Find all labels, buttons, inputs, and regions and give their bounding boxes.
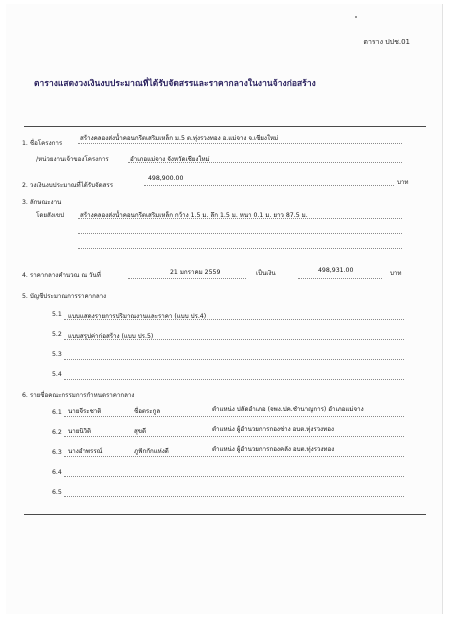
committee-row-line [64,416,404,417]
form-code: ตาราง ปปช.01 [363,38,410,46]
median-price-date: 21 มกราคม 2559 [170,269,221,276]
estimate-row-num: 5.3 [52,351,62,358]
work-summary-label: โดยสังเขป [36,212,65,219]
committee-first-name: นางอำพรรณ์ [68,448,103,455]
agency-label: /หน่วยงานเจ้าของโครงการ [36,156,109,163]
committee-row-num: 6.5 [52,489,62,496]
estimate-row-line [64,319,404,320]
table-bottom-rule [24,514,426,515]
median-price-unit: บาท [390,270,402,277]
project-name-line [78,143,402,144]
project-name-value: สร้างคลองส่งน้ำคอนกรีตเสริมเหล็ก ม.5 ต.ทุ่งรวงทอง อ.แม่จาง จ.เชียงใหม่ [80,135,279,142]
committee-last-name: สุขดี [134,428,147,435]
median-price-date-label: 4. ราคากลางคำนวณ ณ วันที่ [22,272,101,279]
committee-last-name: ชื่อตระกูล [134,408,161,415]
estimate-row-num: 5.4 [52,371,62,378]
budget-line [144,185,394,186]
estimate-row-num: 5.1 [52,311,62,318]
table-top-rule [24,126,426,127]
budget-label: 2. วงเงินงบประมาณที่ได้รับจัดสรร [22,182,114,189]
estimate-row-text: แบบสรุปค่าก่อสร้าง (แบบ ปร.5) [68,333,154,340]
work-summary-line-3 [78,248,402,249]
agency-value: อำเภอแม่จาง จังหวัดเชียงใหม่ [130,156,210,163]
committee-last-name: ภูฟักกักแห่งดี [134,448,169,455]
committee-row-num: 6.2 [52,429,62,436]
budget-unit: บาท [397,179,409,186]
project-name-label: 1. ชื่อโครงการ [22,140,63,147]
committee-position: ตำแหน่ง ผู้อำนวยการกองช่าง อบต.ทุ่งรวงทอง [212,426,334,433]
median-price-amount: 498,931.00 [318,267,354,274]
estimate-row-line [64,339,404,340]
committee-label: 6. รายชื่อคณะกรรมการกำหนดราคากลาง [22,392,135,399]
committee-row-line [64,496,404,497]
document-page [6,4,443,614]
committee-first-name: นายนิวิติ [68,428,92,435]
committee-row-num: 6.4 [52,469,62,476]
committee-position: ตำแหน่ง ผู้อำนวยการกองคลัง อบต.ทุ่งรวงทอง [212,446,335,453]
estimate-row-text: แบบแสดงรายการปริมาณงานและราคา (แบบ ปร.4) [68,313,207,320]
work-summary-value: สร้างคลองส่งน้ำคอนกรีตเสริมเหล็ก กว้าง 1.5 ม. ลึก 1.5 ม. หนา 0.1 ม. ยาว 87.5 ม. [80,212,308,219]
document-heading: ตารางแสดงวงเงินงบประมาณที่ได้รับจัดสรรและราคากลางในงานจ้างก่อสร้าง [34,78,316,88]
median-price-date-line [128,278,246,279]
committee-position: ตำแหน่ง ปลัดอำเภอ (จพง.ปค.ชำนาญการ) อำเภอแม่จาง [212,406,364,413]
committee-first-name: นายจีระชาติ [68,408,102,415]
median-price-amount-line [298,278,382,279]
committee-row-line [64,476,404,477]
work-nature-label: 3. ลักษณะงาน [22,199,62,206]
committee-row-line [64,456,404,457]
committee-row-num: 6.3 [52,449,62,456]
budget-value: 498,900.00 [148,175,184,182]
work-summary-line-2 [78,233,402,234]
estimate-accounts-label: 5. บัญชีประมาณการราคากลาง [22,293,107,300]
estimate-row-line [64,359,404,360]
estimate-row-num: 5.2 [52,331,62,338]
committee-row-num: 6.1 [52,409,62,416]
work-summary-line-1 [78,218,402,219]
committee-row-line [64,436,404,437]
median-price-amount-label: เป็นเงิน [256,270,276,277]
estimate-row-line [64,379,404,380]
agency-line [128,162,402,163]
scan-speck [355,16,357,18]
